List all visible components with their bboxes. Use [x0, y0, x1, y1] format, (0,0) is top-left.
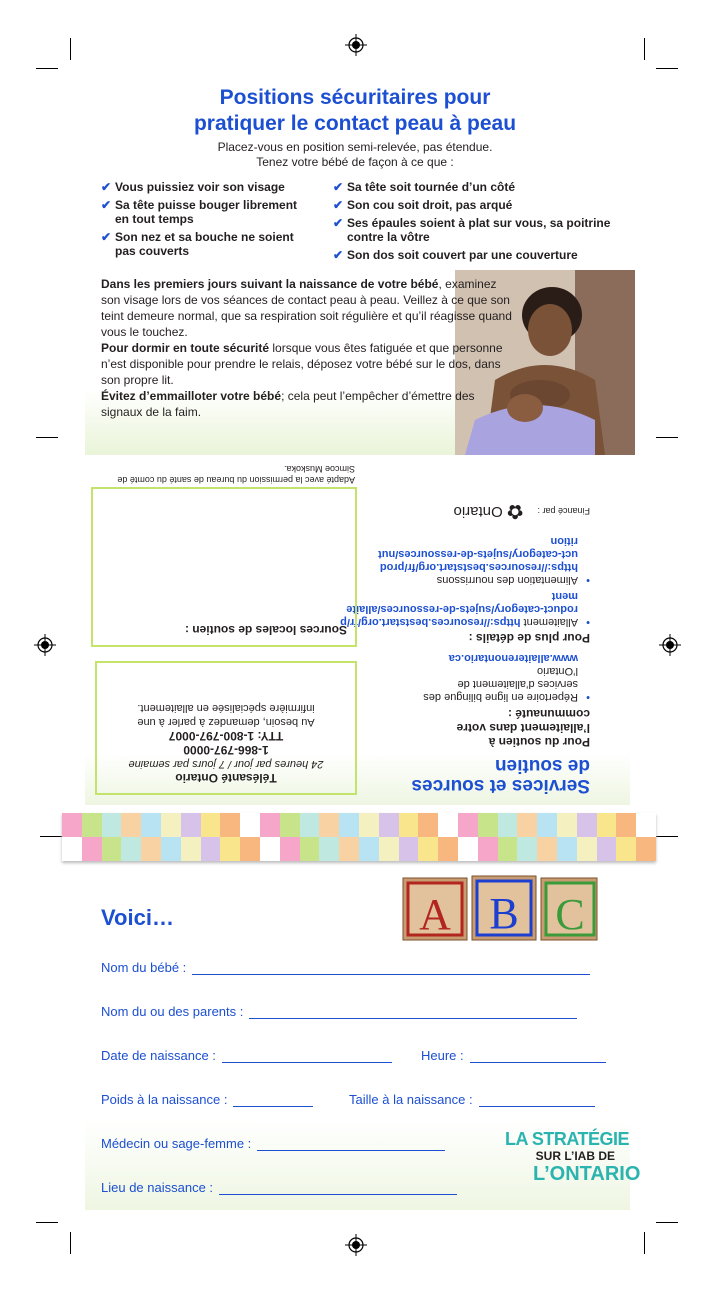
stripe-cell — [339, 837, 359, 861]
stripe-cell — [517, 837, 537, 861]
crop-mark — [656, 68, 678, 69]
stripe-cell — [577, 837, 597, 861]
checklist-text: Son cou soit droit, pas arqué — [347, 198, 513, 212]
page-title — [90, 85, 620, 137]
checkmark-icon: ✔ — [333, 180, 344, 194]
checkmark-icon: ✔ — [333, 216, 344, 230]
field-label: Date de naissance : — [101, 1048, 216, 1063]
checkmark-icon: ✔ — [333, 248, 344, 262]
checklist-text: Ses épaules soient à plat sur vous, sa poitrine contre la vôtre — [347, 216, 611, 244]
bullet-text: Alimentation des nourrissons — [436, 574, 578, 586]
stripe-cell — [260, 837, 280, 861]
abc-blocks-illustration — [400, 872, 600, 947]
checkmark-icon: ✔ — [101, 198, 112, 212]
strategy-logo — [505, 1130, 640, 1184]
checklist-text: Son dos soit couvert par une couverture — [347, 248, 578, 262]
stripe-cell — [280, 837, 300, 861]
stripe-cell — [537, 837, 557, 861]
ontario-logo: Ontario — [453, 503, 503, 520]
checklist-item — [333, 248, 613, 262]
logo-line: LA STRATÉGIE — [505, 1129, 629, 1149]
field-line[interactable] — [233, 1092, 313, 1107]
trillium-icon: ✿ — [506, 500, 524, 522]
hour-field[interactable] — [421, 1048, 606, 1063]
field-line[interactable] — [257, 1136, 445, 1151]
stripe-cell — [319, 813, 339, 837]
stripe-cell — [220, 837, 240, 861]
stripe-cell — [82, 813, 102, 837]
stripe-cell — [478, 813, 498, 837]
paragraph — [101, 388, 516, 420]
bullet-icon: • — [586, 616, 590, 628]
crop-mark — [644, 38, 645, 60]
stripe-cell — [161, 837, 181, 861]
stripe-cell — [597, 813, 617, 837]
checklist-item — [333, 216, 613, 244]
services-title-line: de soutien — [494, 755, 590, 776]
paragraph-text: lorsque vous êtes fatiguée et que personne n’est disponible pour prendre le relais, déposez votre bébé sur le dos, dans son propre lit. — [101, 341, 503, 387]
checkmark-icon: ✔ — [333, 198, 344, 212]
field-label: Taille à la naissance : — [349, 1092, 473, 1107]
logo-line: SUR L’IAB DE — [535, 1149, 615, 1163]
crop-mark — [656, 437, 678, 438]
paragraph-lead: Dans les premiers jours suivant la naissance de votre bébé — [101, 277, 439, 291]
title-line: Positions sécuritaires pour — [219, 86, 491, 109]
checklist-item — [333, 180, 613, 194]
nutrition-bullet — [330, 534, 590, 586]
allaitement-link[interactable]: https://resources.beststart.org/fr/product-category/sujets-de-ressources/allaitement — [340, 590, 578, 628]
stripe-cell — [102, 837, 122, 861]
local-sources-box — [91, 487, 357, 647]
stripe-cell — [161, 813, 181, 837]
stripe-cell — [359, 837, 379, 861]
baby-name-field[interactable] — [101, 960, 590, 975]
checkmark-icon: ✔ — [101, 180, 112, 194]
stripe-cell — [62, 837, 82, 861]
checkmark-icon: ✔ — [101, 230, 112, 244]
stripe-cell — [438, 837, 458, 861]
stripe-cell — [300, 837, 320, 861]
stripe-cell — [240, 813, 260, 837]
stripe-cell — [121, 837, 141, 861]
field-label: Nom du ou des parents : — [101, 1004, 244, 1019]
crop-mark — [40, 836, 62, 837]
telehealth-hours: 24 heures par jour / 7 jours par semaine — [128, 758, 324, 770]
crop-mark — [36, 437, 58, 438]
paragraph — [101, 276, 516, 340]
stripe-cell — [379, 813, 399, 837]
registration-mark-icon — [659, 634, 681, 656]
parents-field[interactable] — [101, 1004, 577, 1019]
bullet-body — [338, 589, 578, 628]
checklist-item — [101, 180, 301, 194]
stripe-cell — [62, 813, 82, 837]
telehealth-phone: 1-866-797-0000 — [183, 743, 269, 757]
checklist-left — [101, 180, 301, 262]
stripe-cell — [577, 813, 597, 837]
bullet-body — [378, 534, 578, 586]
stripe-cell — [438, 813, 458, 837]
crop-mark — [36, 68, 58, 69]
stripe-cell — [141, 837, 161, 861]
stripe-cell — [319, 837, 339, 861]
field-label: Poids à la naissance : — [101, 1092, 228, 1107]
stripe-cell — [597, 837, 617, 861]
nutrition-link[interactable]: https://resources.beststart.org/fr/product-category/sujets-de-ressources/nutrition — [378, 535, 578, 573]
directory-link[interactable]: www.allaiterenontario.ca — [448, 652, 578, 664]
services-title-line: Services et sources — [411, 775, 590, 796]
telehealth-note: Au besoin, demandez à parler à une infirmière spécialisée en allaitement. — [137, 702, 315, 728]
stripe-cell — [636, 813, 656, 837]
voici-heading: Voici… — [101, 905, 174, 930]
funding-row — [330, 499, 590, 524]
stripe-cell — [498, 837, 518, 861]
telehealth-title: Télésanté Ontario — [175, 771, 277, 785]
telehealth-box — [95, 661, 357, 795]
stripe-cell — [240, 837, 260, 861]
services-title — [330, 755, 590, 795]
directory-bullet — [330, 651, 590, 703]
stripe-cell — [339, 813, 359, 837]
stripe-cell — [102, 813, 122, 837]
bullet-text: Répertoire en ligne bilingue des services d’allaitement de l’Ontario — [423, 665, 578, 703]
bullet-icon: • — [586, 574, 590, 586]
registration-mark-icon — [34, 634, 56, 656]
bullet-text: Allaitement — [523, 616, 578, 628]
field-label: Nom du bébé : — [101, 960, 187, 975]
field-line[interactable] — [219, 1180, 457, 1195]
field-label: Lieu de naissance : — [101, 1180, 214, 1195]
logo-line: L’ONTARIO — [533, 1163, 641, 1185]
stripe-cell — [82, 837, 102, 861]
checklist-text: Vous puissiez voir son visage — [115, 180, 285, 194]
stripe-cell — [458, 837, 478, 861]
paragraph-text: ; cela peut l’empêcher d’émettre des signaux de la faim. — [101, 389, 475, 419]
stripe-cell — [300, 813, 320, 837]
stripe-cell — [220, 813, 240, 837]
checklist-text: Sa tête soit tournée d’un côté — [347, 180, 516, 194]
field-line[interactable] — [192, 960, 590, 975]
birth-place-field[interactable] — [101, 1180, 457, 1195]
subtitle-line: Placez-vous en position semi-relevée, pas étendue. — [217, 140, 493, 154]
stripe-cell — [458, 813, 478, 837]
bullet-body — [418, 651, 578, 703]
details-heading: Pour plus de détails : — [468, 631, 590, 645]
birth-size-field[interactable] — [349, 1092, 595, 1107]
stripe-cell — [379, 837, 399, 861]
stripe-cell — [399, 813, 419, 837]
paragraph-text: , examinez son visage lors de vos séances de contact peau à peau. Veillez à ce que son teint demeure normal, que sa respiration soit régulière et qu’il réagisse quand vous le touchez. — [101, 277, 512, 339]
services-panel-rotated — [85, 455, 630, 805]
stripe-cell — [418, 813, 438, 837]
field-label: Médecin ou sage-femme : — [101, 1136, 252, 1151]
crop-mark — [36, 1222, 58, 1223]
checklist-right — [333, 180, 613, 266]
paragraph-lead: Pour dormir en toute sécurité — [101, 341, 270, 355]
telehealth-tty: TTY: 1-800-797-0007 — [168, 729, 284, 743]
stripe-cell — [181, 837, 201, 861]
checklist-item — [101, 230, 301, 258]
local-sources-title: Sources locales de soutien : — [184, 623, 347, 637]
subtitle-line: Tenez votre bébé de façon à ce que : — [256, 155, 454, 169]
bullet-icon: • — [586, 691, 590, 703]
allaitement-bullet — [330, 589, 590, 628]
registration-mark-icon — [345, 1234, 367, 1256]
stripe-cell — [616, 813, 636, 837]
stripe-cell — [537, 813, 557, 837]
block-letter-b: B — [489, 889, 519, 938]
stripe-cell — [280, 813, 300, 837]
stripe-cell — [181, 813, 201, 837]
stripe-cell — [260, 813, 280, 837]
doctor-field[interactable] — [101, 1136, 445, 1151]
checklist-text: Sa tête puisse bouger librement en tout temps — [115, 198, 298, 226]
stripe-cell — [636, 837, 656, 861]
paragraph-lead: Évitez d’emmailloter votre bébé — [101, 389, 282, 403]
crop-mark — [644, 1232, 645, 1254]
color-stripe — [62, 813, 656, 861]
checklist-item — [101, 198, 301, 226]
body-text — [101, 276, 516, 420]
stripe-cell — [141, 813, 161, 837]
funded-by-label: Financé par : — [537, 506, 590, 517]
subtitle — [90, 140, 620, 170]
stripe-cell — [418, 837, 438, 861]
stripe-cell — [557, 813, 577, 837]
services-panel — [85, 455, 630, 805]
stripe-cell — [557, 837, 577, 861]
crop-mark — [70, 1232, 71, 1254]
field-line[interactable] — [249, 1004, 577, 1019]
title-line: pratiquer le contact peau à peau — [193, 112, 517, 135]
birth-date-field[interactable] — [101, 1048, 392, 1063]
community-heading: Pour du soutien à l’allaitement dans votre communauté : — [456, 707, 590, 749]
stripe-cell — [201, 837, 221, 861]
field-line[interactable] — [222, 1048, 392, 1063]
stripe-cell — [478, 837, 498, 861]
stripe-cell — [201, 813, 221, 837]
stripe-cell — [359, 813, 379, 837]
checklist-item — [333, 198, 613, 212]
stripe-cell — [399, 837, 419, 861]
stripe-cell — [517, 813, 537, 837]
stripe-cell — [121, 813, 141, 837]
services-column — [330, 499, 590, 795]
stripe-cell — [616, 837, 636, 861]
birth-weight-field[interactable] — [101, 1092, 313, 1107]
checklist-text: Son nez et sa bouche ne soient pas couverts — [115, 230, 294, 258]
field-line[interactable] — [479, 1092, 595, 1107]
registration-mark-icon — [345, 34, 367, 56]
stripe-cell — [498, 813, 518, 837]
block-letter-c: C — [555, 890, 585, 939]
field-line[interactable] — [470, 1048, 606, 1063]
crop-mark — [656, 836, 678, 837]
adaptation-credit: Adapté avec la permission du bureau de santé du comté de Simcoe Muskoka. — [117, 464, 355, 485]
crop-mark — [70, 38, 71, 60]
crop-mark — [656, 1222, 678, 1223]
field-label: Heure : — [421, 1048, 464, 1063]
block-letter-a: A — [419, 890, 451, 939]
paragraph — [101, 340, 516, 388]
